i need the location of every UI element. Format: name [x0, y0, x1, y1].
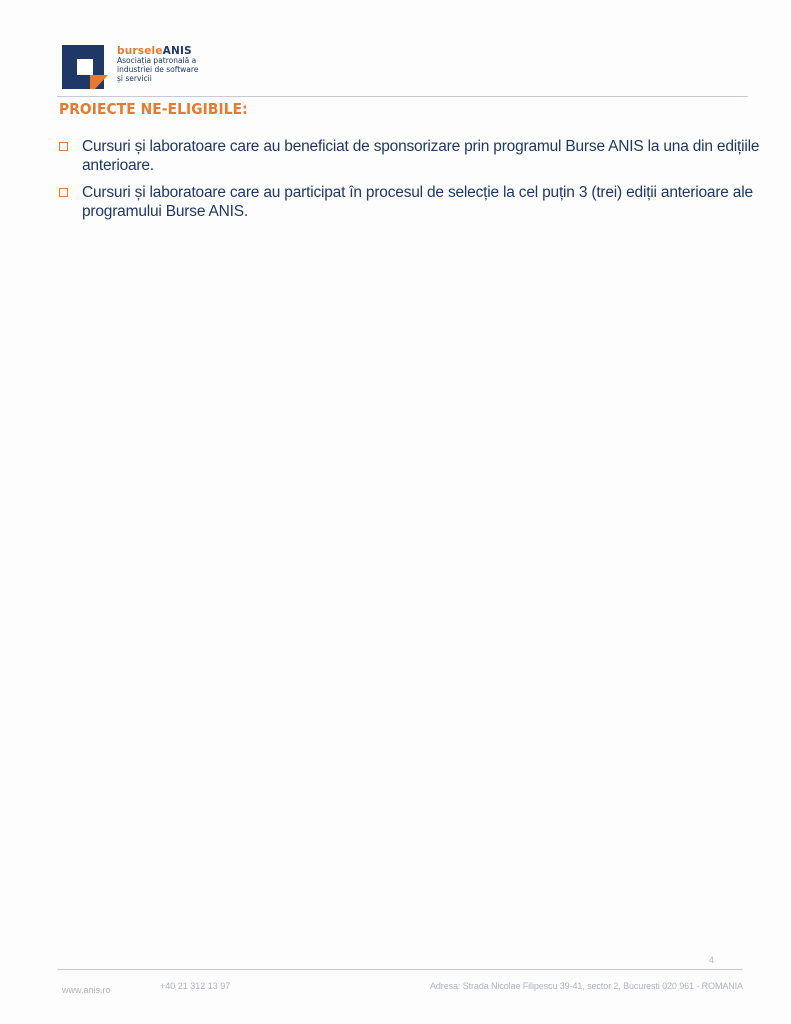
logo-text: [117, 46, 277, 83]
list-item-text: Cursuri și laboratoare care au beneficiat de sponsorizare prin programul Burse ANIS la una din edițiile anterioare.: [82, 138, 760, 174]
header-divider: [57, 96, 748, 97]
checkbox-square-icon: [59, 188, 68, 197]
bullet-list: [58, 137, 760, 229]
footer-phone: +40 21 312 13 97: [160, 981, 231, 991]
footer-divider: [57, 969, 743, 970]
list-item: [58, 183, 753, 221]
brand-tagline: Asociația patronală a industriei de software și servicii: [117, 56, 199, 83]
checkbox-square-icon: [59, 142, 68, 151]
square-logo-icon: [62, 45, 110, 89]
list-item: [58, 137, 760, 175]
brand-name: burseleANIS: [117, 45, 192, 57]
footer-address: Adresa: Strada Nicolae Filipescu 39-41, sector 2, Bucuresti 020 961 - ROMANIA: [430, 981, 743, 991]
footer-website[interactable]: www.anis.ro: [62, 985, 111, 995]
page-number: 4: [709, 955, 715, 965]
list-item-text: Cursuri și laboratoare care au participat în procesul de selecție la cel puțin 3 (trei) ediții anterioare ale programului Burse ANIS.: [82, 184, 753, 220]
section-title: PROIECTE NE-ELIGIBILE:: [59, 100, 248, 118]
